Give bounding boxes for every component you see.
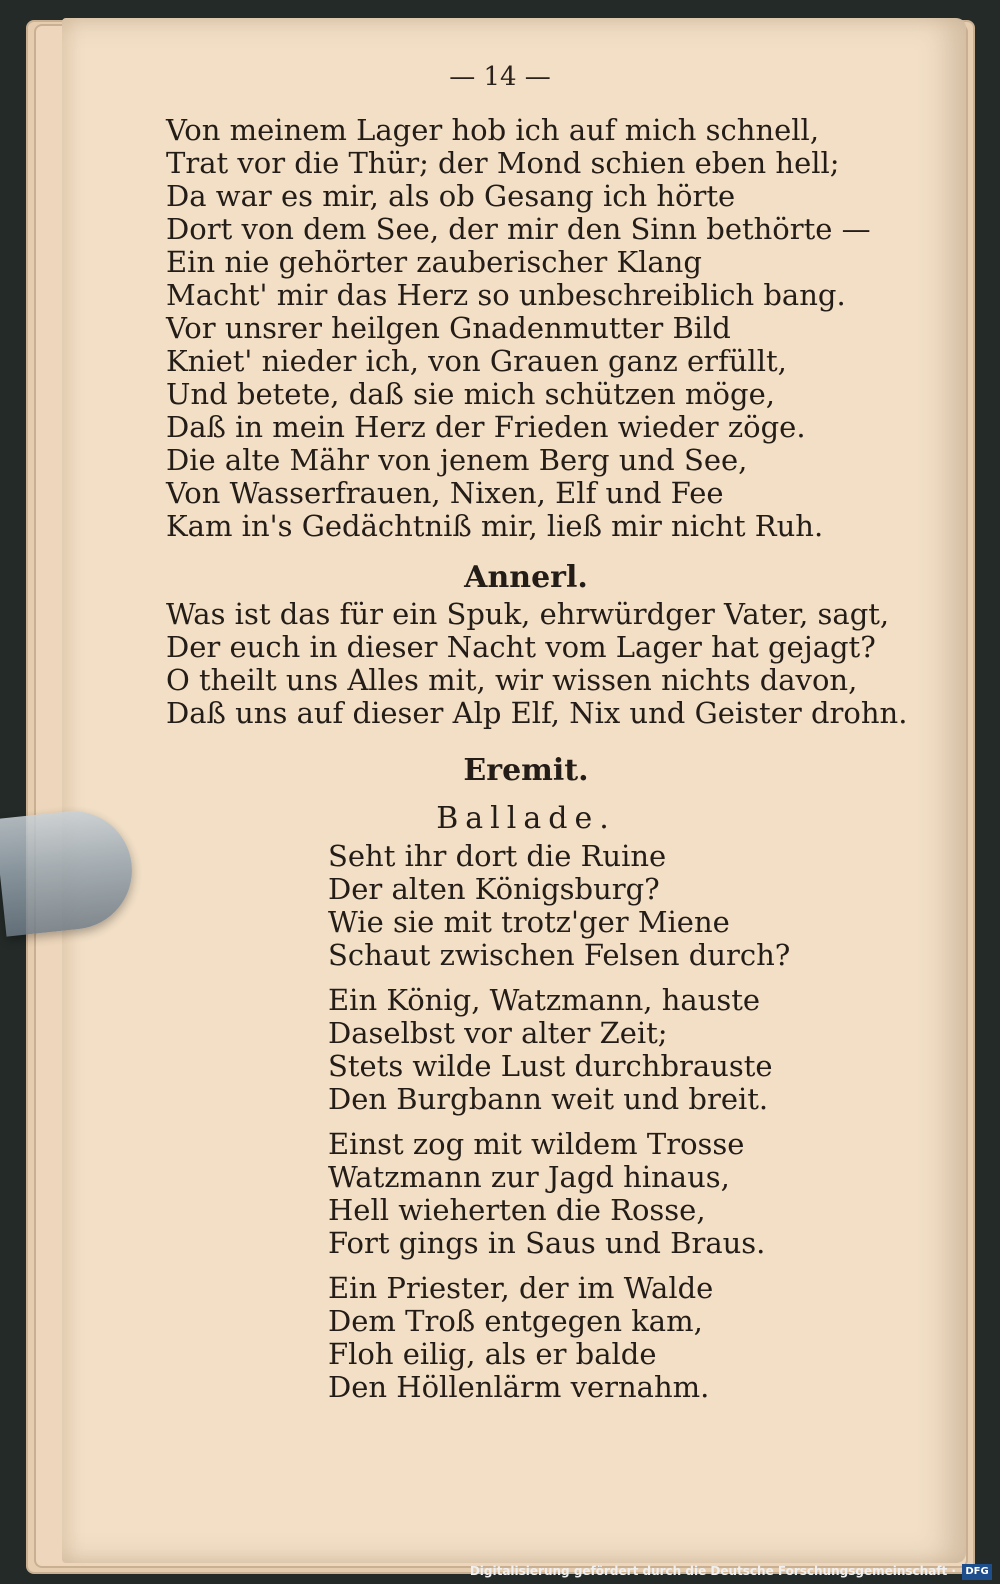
stanza [328,1272,790,1404]
stanza [328,840,790,972]
speaker-annerl: Annerl. [464,560,588,595]
verse-line: Daß in mein Herz der Frieden wieder zöge. [166,410,806,444]
verse-line: Die alte Mähr von jenem Berg und See, [166,443,748,477]
ballad-subtitle: Ballade. [436,801,616,836]
verse-line: Seht ihr dort die Ruine [328,839,667,873]
ballad [328,840,790,1416]
verse-line: Wie sie mit trotz'ger Miene [328,905,730,939]
verse-line: Den Burgbann weit und breit. [328,1082,769,1116]
verse-line: Daselbst vor alter Zeit; [328,1016,668,1050]
verse-line: Fort gings in Saus und Braus. [328,1226,766,1260]
verse-line: Einst zog mit wildem Trosse [328,1127,745,1161]
verse-line: Vor unsrer heilgen Gnadenmutter Bild [166,311,731,345]
verse-line: Der alten Königsburg? [328,872,660,906]
hermit-speech [166,114,871,543]
dfg-logo: DFG [962,1564,992,1580]
verse-line: Ein Priester, der im Walde [328,1271,714,1305]
verse-line: Da war es mir, als ob Gesang ich hörte [166,179,736,213]
verse-line: Trat vor die Thür; der Mond schien eben hell; [166,146,840,180]
footer-credit: Digitalisierung gefördert durch die Deutsche Forschungsgemeinschaft · [469,1564,956,1578]
verse-line: Schaut zwischen Felsen durch? [328,938,791,972]
verse-line: Der euch in dieser Nacht vom Lager hat gejagt? [166,630,876,664]
stanza [328,984,790,1116]
verse-line: Watzmann zur Jagd hinaus, [328,1160,730,1194]
verse-line: Was ist das für ein Spuk, ehrwürdger Vater, sagt, [166,597,890,631]
verse-line: Kam in's Gedächtniß mir, ließ mir nicht Ruh. [166,509,824,543]
verse-line: Daß uns auf dieser Alp Elf, Nix und Geister drohn. [166,696,908,730]
verse-line: Dem Troß entgegen kam, [328,1304,703,1338]
annerl-speech [166,598,907,730]
verse-line: Und betete, daß sie mich schützen möge, [166,377,775,411]
verse-line: Von meinem Lager hob ich auf mich schnell, [166,113,820,147]
speaker-eremit: Eremit. [463,753,589,788]
verse-line: Stets wilde Lust durchbrauste [328,1049,773,1083]
verse-line: Macht' mir das Herz so unbeschreiblich bang. [166,278,846,312]
verse-line: Floh eilig, als er balde [328,1337,657,1371]
verse-line: Ein nie gehörter zauberischer Klang [166,245,702,279]
verse-line: Ein König, Watzmann, hauste [328,983,761,1017]
verse-line: Kniet' nieder ich, von Grauen ganz erfüllt, [166,344,787,378]
verse-line: Dort von dem See, der mir den Sinn bethörte — [166,212,871,246]
verse-line: O theilt uns Alles mit, wir wissen nichts davon, [166,663,858,697]
verse-line: Den Höllenlärm vernahm. [328,1370,710,1404]
stanza [328,1128,790,1260]
page-number: — 14 — [449,62,551,92]
verse-line: Von Wasserfrauen, Nixen, Elf und Fee [166,476,724,510]
verse-line: Hell wieherten die Rosse, [328,1193,706,1227]
